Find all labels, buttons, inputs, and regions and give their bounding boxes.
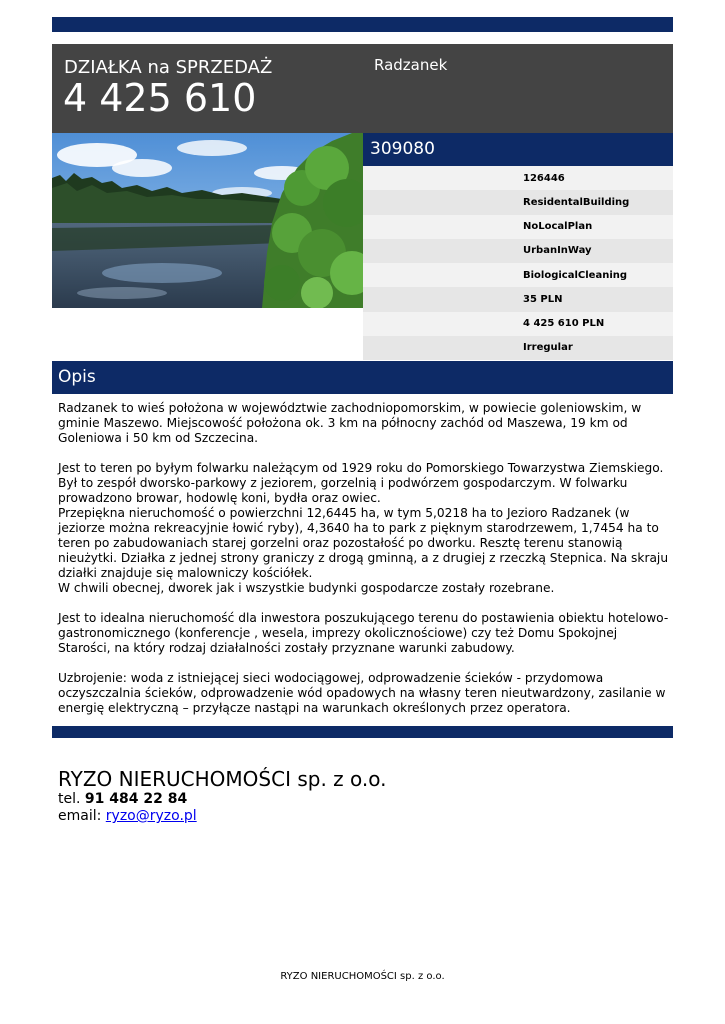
email-label: email: <box>58 808 102 824</box>
bottom-divider-bar <box>52 726 673 738</box>
description-paragraph: Przepiękna nieruchomość o powierzchni 12,6445 ha, w tym 5,0218 ha to Jezioro Radzanek (w jeziorze można rekreacyjnie łowić ryby), 4,3640 ha to park z pięknym starodrzewem, 1,7454 ha to teren po zabudowaniach starej gorzelni oraz pozostałość po dworku. Resztę terenu stanowią nieużytki. Działka z jednej strony graniczy z drogą gminną, a z drugiej z rzeczką Stepnica. Na skraju działki znajduje się malowniczy kościółek. <box>58 506 669 580</box>
location: Radzanek <box>374 56 448 74</box>
detail-value: 4 425 610 PLN <box>523 318 605 330</box>
phone-label: tel. <box>58 791 81 807</box>
detail-value: 126446 <box>523 172 565 184</box>
details-list <box>363 166 673 360</box>
description-paragraph: Radzanek to wieś położona w województwie zachodniopomorskim, w powiecie goleniowskim, w gminie Maszewo. Miejscowość położona ok. 3 km na północny zachód od Maszewa, 19 km od Goleniowa i 50 km od Szczecina. <box>58 401 642 445</box>
description-paragraph: Jest to idealna nieruchomość dla inwestora poszukującego terenu do postawienia obiektu hotelowo-gastronomicznego (konferencje , wesela, imprezy okolicznościowe) czy też Domu Spokojnej Starości, na który rodzaj działalności zostały przyznane warunki zabudowy. <box>58 611 669 655</box>
price: 4 425 610 <box>63 76 257 120</box>
offer-id: 309080 <box>363 133 673 166</box>
detail-value: 35 PLN <box>523 293 563 305</box>
detail-row <box>363 312 673 336</box>
detail-value: ResidentalBuilding <box>523 196 630 208</box>
property-type: DZIAŁKA na SPRZEDAŻ <box>64 57 273 78</box>
footer-text: RYZO NIERUCHOMOŚCI sp. z o.o. <box>280 971 445 982</box>
company-name: RYZO NIERUCHOMOŚCI sp. z o.o. <box>58 767 387 791</box>
detail-row <box>363 166 673 190</box>
description-text <box>58 401 670 716</box>
top-divider-bar <box>52 17 673 32</box>
detail-row <box>363 215 673 239</box>
description-paragraph: Uzbrojenie: woda z istniejącej sieci wodociągowej, odprowadzenie ścieków - przydomowa oczyszczalnia ścieków, odprowadzenie wód opadowych na własny teren nieutwardzony, zasilanie w energię elektryczną – przyłącze nastąpi na warunkach określonych przez operatora. <box>58 671 666 715</box>
detail-value: Irregular <box>523 342 573 354</box>
description-paragraph: Jest to teren po byłym folwarku należącym od 1929 roku do Pomorskiego Towarzystwa Ziemskiego. Był to zespół dworsko-parkowy z jeziorem, gorzelnią i podwórzem gospodarczym. W folwarku prowadzono browar, hodowlę koni, bydła oraz owiec. <box>58 461 664 505</box>
detail-row <box>363 336 673 360</box>
property-photo <box>52 133 363 308</box>
phone-line <box>58 791 187 807</box>
email-link[interactable]: ryzo@ryzo.pl <box>105 808 197 824</box>
detail-row <box>363 263 673 287</box>
detail-row <box>363 239 673 263</box>
description-paragraph: W chwili obecnej, dworek jak i wszystkie budynki gospodarcze zostały rozebrane. <box>58 581 555 595</box>
detail-value: BiologicalCleaning <box>523 269 628 281</box>
detail-row <box>363 190 673 214</box>
detail-value: UrbanInWay <box>523 245 592 257</box>
description-heading: Opis <box>52 361 673 394</box>
listing-header <box>52 44 673 133</box>
details-panel <box>363 133 673 360</box>
phone-number: 91 484 22 84 <box>84 791 188 807</box>
detail-row <box>363 287 673 311</box>
email-line <box>58 808 197 824</box>
detail-value: NoLocalPlan <box>523 221 593 233</box>
